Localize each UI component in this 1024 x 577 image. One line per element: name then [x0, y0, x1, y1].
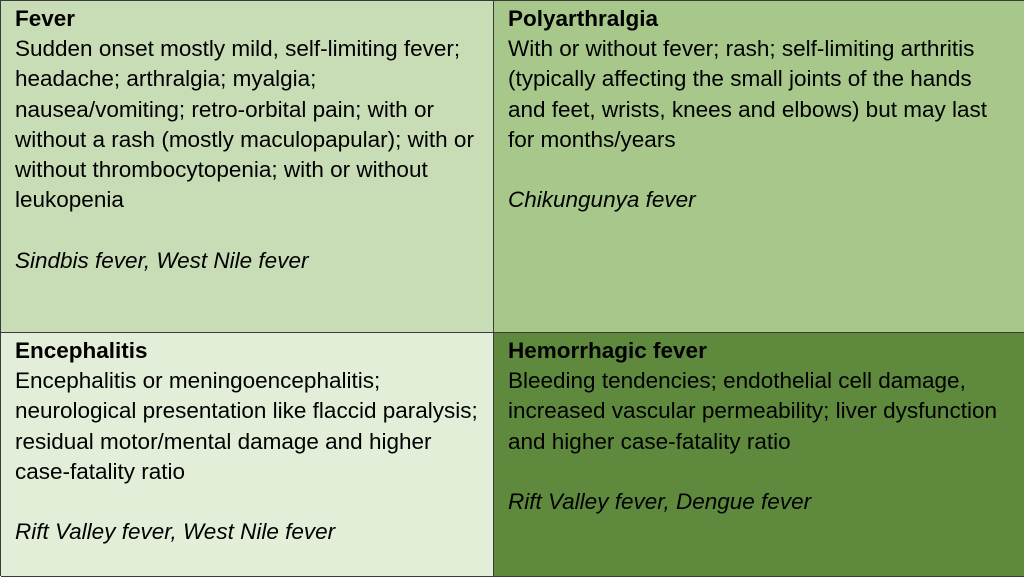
cell-fever: [1, 1, 494, 333]
cell-examples: Rift Valley fever, West Nile fever: [15, 519, 336, 545]
cell-hemorrhagic-fever: [494, 333, 1024, 577]
cell-examples: Rift Valley fever, Dengue fever: [508, 489, 812, 514]
cell-examples: Chikungunya fever: [508, 187, 696, 213]
cell-encephalitis: [1, 333, 494, 577]
cell-description: Encephalitis or meningoencephalitis; neurological presentation like flaccid paralysis; residual motor/mental damage and higher case-fatality ratio: [15, 368, 478, 484]
cell-description: Sudden onset mostly mild, self-limiting fever; headache; arthralgia; myalgia; nausea/vomiting; retro-orbital pain; with or without a rash (mostly maculopapular); with or without thrombocytopenia; with or without leukopenia: [15, 36, 474, 213]
cell-polyarthralgia: [494, 1, 1024, 333]
cell-description: Bleeding tendencies; endothelial cell damage, increased vascular permeability; liver dysfunction and higher case-fatality ratio: [508, 368, 997, 454]
cell-examples: Sindbis fever, West Nile fever: [15, 247, 309, 273]
cell-description: With or without fever; rash; self-limiting arthritis (typically affecting the small joints of the hands and feet, wrists, knees and elbows) but may last for months/years: [508, 36, 987, 152]
cell-title: Fever: [15, 6, 76, 31]
cell-title: Polyarthralgia: [508, 6, 659, 31]
cell-title: Hemorrhagic fever: [508, 338, 707, 363]
cell-title: Encephalitis: [15, 338, 148, 363]
